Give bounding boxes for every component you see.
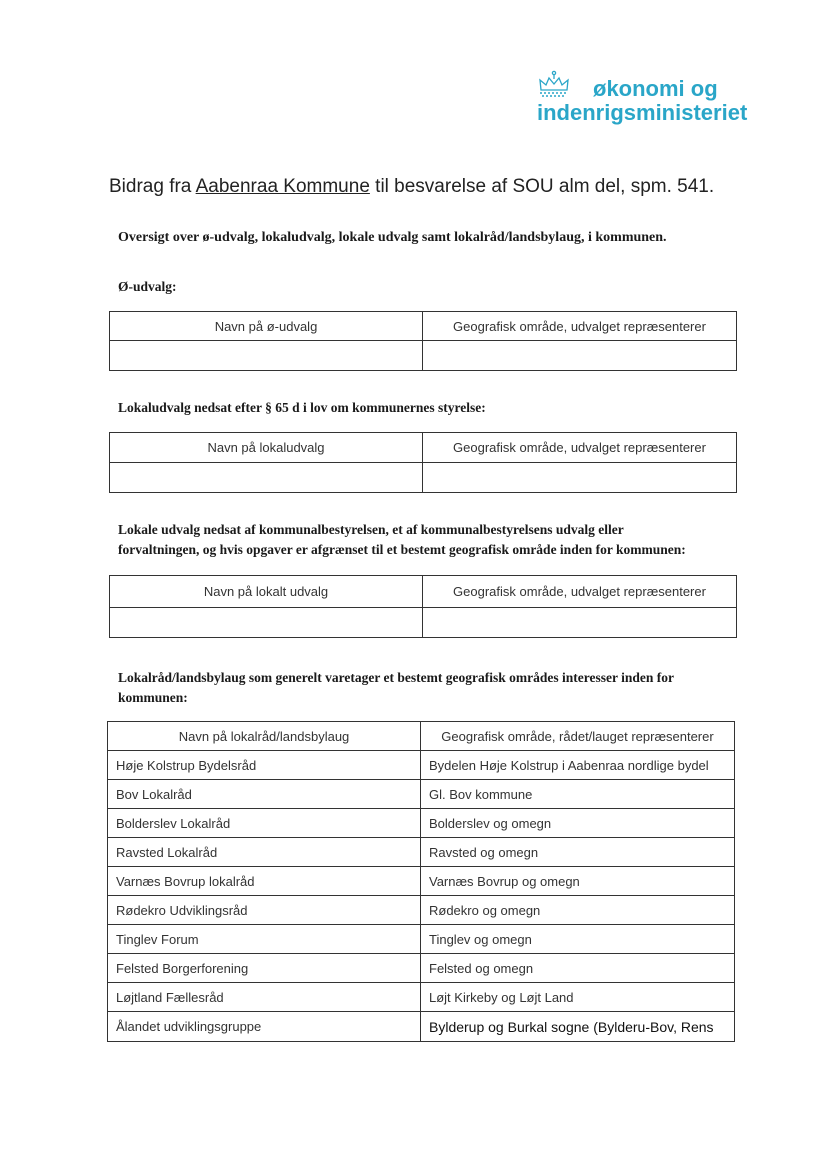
ministry-logo [537,68,747,128]
col-header-name: Navn på lokaludvalg [110,433,423,463]
table-row [108,867,735,896]
title-suffix: til besvarelse af SOU alm del, spm. 541. [369,176,715,197]
col-header-area: Geografisk område, udvalget repræsenterer [423,576,737,608]
table-row [108,809,735,838]
section4-heading-line1: Lokalråd/landsbylaug som generelt varetager et bestemt geografisk områdes interesser inden for [118,670,674,685]
col-header-name: Navn på ø-udvalg [110,312,423,341]
council-area: Bylderup og Burkal sogne (Bylderu-Bov, Rens [421,1012,735,1042]
island-committee-table [109,311,737,371]
council-name: Rødekro Udviklingsråd [108,896,421,925]
document-title [109,176,714,198]
col-header-area: Geografisk område, udvalget repræsenterer [423,312,737,341]
logo-line-1: økonomi og [593,76,718,101]
table-cell [110,341,423,371]
council-area: Bydelen Høje Kolstrup i Aabenraa nordlige bydel [421,751,735,780]
council-name: Bov Lokalråd [108,780,421,809]
council-area: Gl. Bov kommune [421,780,735,809]
col-header-area: Geografisk område, rådet/lauget repræsenterer [421,722,735,751]
section4-heading [118,668,674,708]
council-area: Ravsted og omegn [421,838,735,867]
council-area: Felsted og omegn [421,954,735,983]
village-council-table [107,721,735,1042]
section3-heading [118,520,686,560]
section3-heading-line2: forvaltningen, og hvis opgaver er afgrænset til et bestemt geografisk område inden for kommunen: [118,542,686,557]
council-name: Bolderslev Lokalråd [108,809,421,838]
crown-icon [537,70,571,100]
council-name: Varnæs Bovrup lokalråd [108,867,421,896]
council-name: Felsted Borgerforening [108,954,421,983]
table-row [108,925,735,954]
table-row [108,1012,735,1042]
council-name: Ravsted Lokalråd [108,838,421,867]
council-name: Høje Kolstrup Bydelsråd [108,751,421,780]
council-area: Bolderslev og omegn [421,809,735,838]
logo-line-2: indenrigsministeriet [537,100,748,125]
council-name: Ålandet udviklingsgruppe [108,1012,421,1042]
table-row [108,751,735,780]
col-header-area: Geografisk område, udvalget repræsenterer [423,433,737,463]
council-area: Løjt Kirkeby og Løjt Land [421,983,735,1012]
council-name: Løjtland Fællesråd [108,983,421,1012]
local-council-committee-table [109,575,737,638]
section2-heading: Lokaludvalg nedsat efter § 65 d i lov om kommunernes styrelse: [118,400,486,415]
table-row [108,896,735,925]
table-row [108,780,735,809]
council-area: Rødekro og omegn [421,896,735,925]
local-committee-table [109,432,737,493]
col-header-name: Navn på lokalt udvalg [110,576,423,608]
council-name: Tinglev Forum [108,925,421,954]
municipality-name: Aabenraa Kommune [195,176,370,197]
table-row [108,954,735,983]
table-row [108,838,735,867]
col-header-name: Navn på lokalråd/landsbylaug [108,722,421,751]
council-area: Tinglev og omegn [421,925,735,954]
table-cell [423,608,737,638]
section4-heading-line2: kommunen: [118,690,188,705]
section1-heading: Ø-udvalg: [118,279,177,294]
title-prefix: Bidrag fra [109,176,196,197]
section3-heading-line1: Lokale udvalg nedsat af kommunalbestyrelsen, et af kommunalbestyrelsens udvalg eller [118,522,624,537]
table-cell [110,608,423,638]
table-cell [110,463,423,493]
table-row [108,983,735,1012]
overview-heading: Oversigt over ø-udvalg, lokaludvalg, lokale udvalg samt lokalråd/landsbylaug, i kommunen. [118,230,667,245]
council-area: Varnæs Bovrup og omegn [421,867,735,896]
table-cell [423,341,737,371]
table-cell [423,463,737,493]
